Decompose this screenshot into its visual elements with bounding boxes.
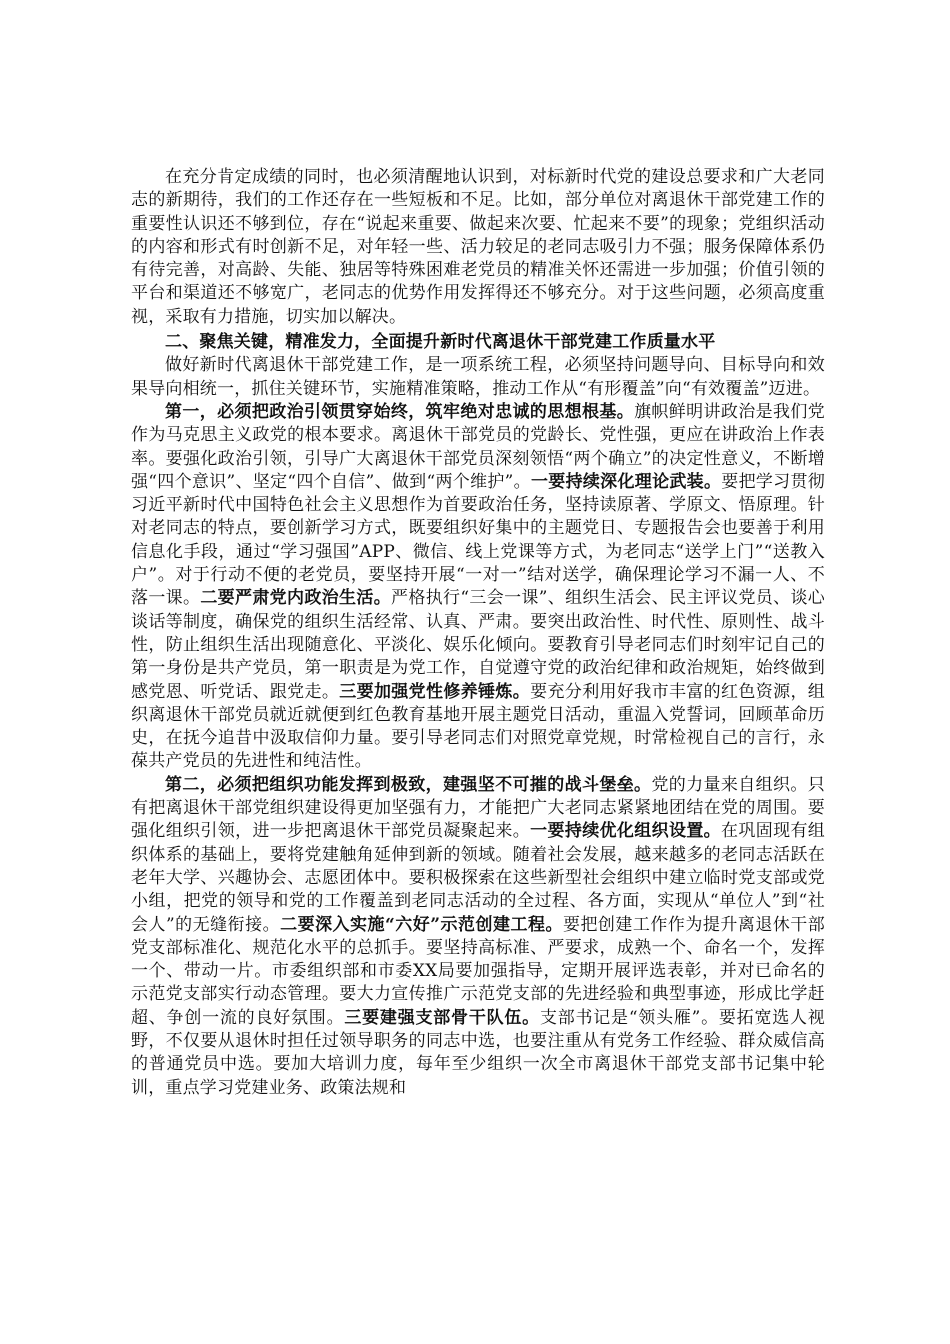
paragraph-first-political-guidance	[131, 401, 825, 774]
paragraph-text: 在巩固现有组织体系的基础上，要将党建触角延伸到新的领域。随着社会发展，越来越多的老同志活跃在老年大学、兴趣协会、志愿团体中。要积极探索在这些新型社会组织中建立临时党支部或党小组，把党的领导和党的工作覆盖到老同志活动的全过程、各方面，实现从“单位人”到“社会人”的无缝衔接。	[131, 821, 825, 935]
paragraph-second-organization-function	[131, 774, 825, 1100]
subpoint-heading-three: 三要加强党性修养锤炼。	[339, 681, 531, 702]
paragraph-shortcomings	[131, 166, 825, 329]
paragraph-text: 要把创建工作作为提升离退休干部党支部标准化、规范化水平的总抓手。要坚持高标准、严要求，成熟一个、命名一个，发挥一个、带动一片。市委组织部和市委XX局要加强指导，定期开展评选表彰，并对已命名的示范党支部实行动态管理。要大力宣传推广示范党支部的先进经验和典型事迹，形成比学赶超、争创一流的良好氛围。	[131, 914, 825, 1028]
subpoint-heading-one: 一要持续优化组织设置。	[530, 821, 722, 842]
section-heading-text: 二、聚焦关键，精准发力，全面提升新时代离退休干部党建工作质量水平	[165, 332, 716, 353]
paragraph-text: 做好新时代离退休干部党建工作，是一项系统工程，必须坚持问题导向、目标导向和效果导向相统一，抓住关键环节，实施精准策略，推动工作从“有形覆盖”向“有效覆盖”迈进。	[131, 355, 825, 399]
subpoint-heading-two: 二要严肃党内政治生活。	[200, 588, 392, 609]
paragraph-text: 支部书记是“领头雁”。要拓宽选人视野，不仅要从退休时担任过领导职务的同志中选，也要注重从有党务工作经验、群众威信高的普通党员中选。要加大培训力度，每年至少组织一次全市离退休干部党支部书记集中轮训，重点学习党建业务、政策法规和	[131, 1007, 825, 1098]
paragraph-text: 严格执行“三会一课”、组织生活会、民主评议党员、谈心谈话等制度，确保党的组织生活经常、认真、严肃。要突出政治性、时代性、原则性、战斗性，防止组织生活出现随意化、平淡化、娱乐化倾向。要教育引导老同志们时刻牢记自己的第一身份是共产党员，第一职责是为党工作，自觉遵守党的政治纪律和政治规矩，始终做到感党恩、听党话、跟党走。	[131, 588, 825, 702]
paragraph-text: 要把学习贯彻习近平新时代中国特色社会主义思想作为首要政治任务，坚持读原著、学原文、悟原理。针对老同志的特点，要创新学习方式，既要组织好集中的主题党日、专题报告会也要善于利用信息化手段，通过“学习强国”APP、微信、线上党课等方式，为老同志“送学上门”“送教入户”。对于行动不便的老党员，要坚持开展“一对一”结对送学，确保理论学习不漏一人、不落一课。	[131, 471, 825, 609]
point-heading-first: 第一，必须把政治引领贯穿始终，筑牢绝对忠诚的思想根基。	[165, 401, 635, 422]
paragraph-text: 要充分利用好我市丰富的红色资源，组织离退休干部党员就近就便到红色教育基地开展主题党日活动，重温入党誓词，回顾革命历史，在抚今追昔中汲取信仰力量。要引导老同志们对照党章党规，时常检视自己的言行，永葆共产党员的先进性和纯洁性。	[131, 681, 825, 772]
subpoint-heading-one: 一要持续深化理论武装。	[530, 471, 722, 492]
paragraph-text: 党的力量来自组织。只有把离退休干部党组织建设得更加坚强有力，才能把广大老同志紧紧地团结在党的周围。要强化组织引领，进一步把离退休干部党员凝聚起来。	[131, 774, 825, 842]
paragraph-text: 在充分肯定成绩的同时，也必须清醒地认识到，对标新时代党的建设总要求和广大老同志的新期待，我们的工作还存在一些短板和不足。比如，部分单位对离退休干部党建工作的重要性认识还不够到位，存在“说起来重要、做起来次要、忙起来不要”的现象；党组织活动的内容和形式有时创新不足，对年轻一些、活力较足的老同志吸引力不强；服务保障体系仍有待完善，对高龄、失能、独居等特殊困难老党员的精准关怀还需进一步加强；价值引领的平台和渠道还不够宽广，老同志的优势作用发挥得还不够充分。对于这些问题，必须高度重视，采取有力措施，切实加以解决。	[131, 167, 825, 327]
paragraph-intro-section-two	[131, 354, 825, 401]
paragraph-text: 旗帜鲜明讲政治是我们党作为马克思主义政党的根本要求。离退休干部党员的党龄长、党性强，更应在讲政治上作表率。要强化政治引领，引导广大离退休干部党员深刻领悟“两个确立”的决定性意义，不断增强“四个意识”、坚定“四个自信”、做到“两个维护”。	[131, 401, 825, 492]
subpoint-heading-two: 二要深入实施“六好”示范创建工程。	[280, 914, 563, 935]
section-heading-two	[131, 331, 825, 354]
subpoint-heading-three: 三要建强支部骨干队伍。	[344, 1007, 540, 1028]
document-body	[131, 166, 825, 1100]
point-heading-second: 第二，必须把组织功能发挥到极致，建强坚不可摧的战斗堡垒。	[165, 774, 652, 795]
